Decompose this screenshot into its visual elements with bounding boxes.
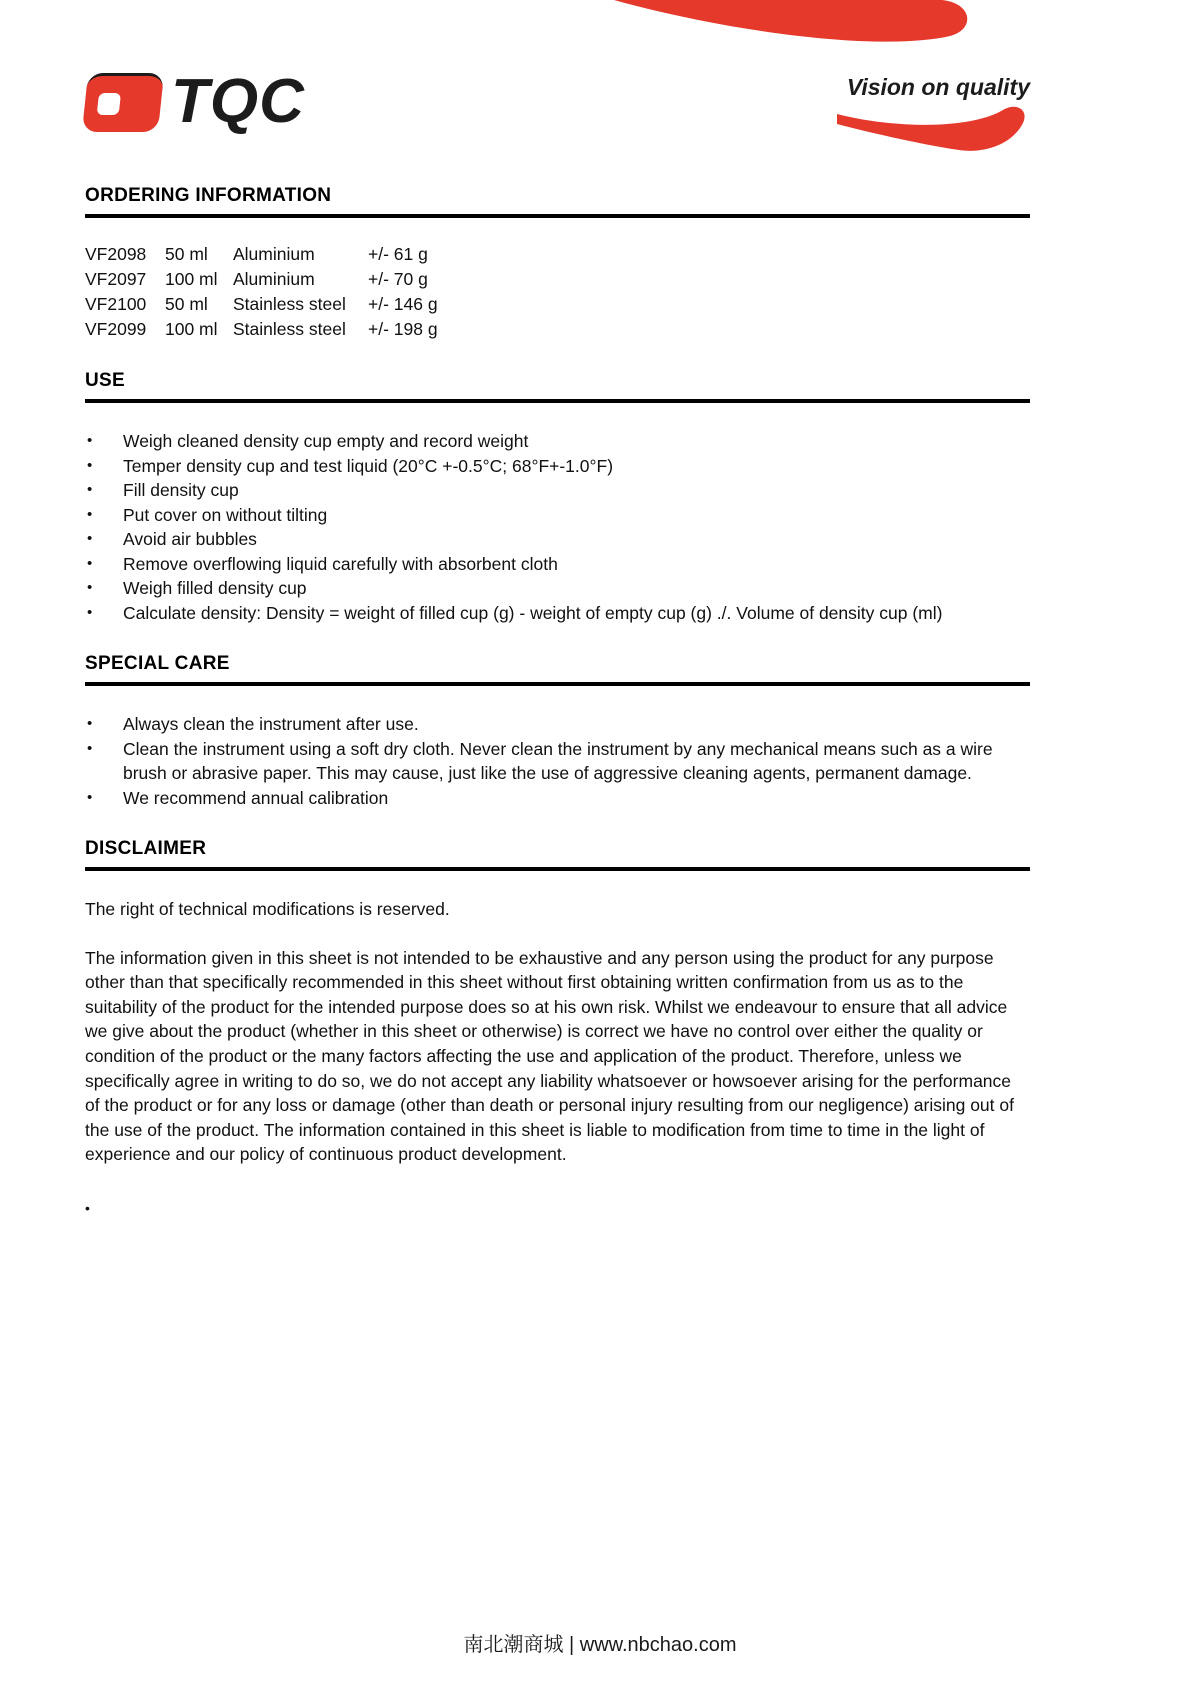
tagline-swoosh-decoration (835, 100, 1035, 160)
table-row (85, 317, 1030, 342)
stray-bullet: • (85, 1199, 90, 1216)
list-item: • Weigh cleaned density cup empty and record weight (85, 429, 1030, 454)
order-weight: +/- 61 g (368, 244, 428, 264)
section-special-care (85, 653, 1030, 810)
disclaimer-paragraph: The information given in this sheet is not intended to be exhaustive and any person using the product for any purpose other than that specifically recommended in this sheet without first obtaining written confirmation from us as to the suitability of the product for the intended purpose does so at his own risk. Whilst we endeavour to ensure that all advice we give about the product (whether in this sheet or otherwise) is correct we have no control over either the quality or condition of the product or the many factors affecting the use and application of the product. Therefore, unless we specifically agree in writing to do so, we do not accept any liability whatsoever or howsoever arising for the performance of the product or for any loss or damage (other than death or personal injury resulting from our negligence) arising out of the use of the product. The information contained in this sheet is liable to modification from time to time in the light of experience and our policy of continuous product development. (85, 947, 1014, 1165)
section-title-disclaimer: DISCLAIMER (85, 838, 207, 859)
disclaimer-paragraph: The right of technical modifications is reserved. (85, 899, 450, 919)
special-care-bullet-list (85, 712, 1030, 810)
table-row (85, 267, 1030, 292)
section-title-use: USE (85, 370, 125, 391)
section-title-special-care: SPECIAL CARE (85, 653, 230, 674)
tqc-logo-icon-square (97, 93, 121, 115)
order-code: VF2100 (85, 294, 147, 314)
table-row (85, 242, 1030, 267)
order-material: Stainless steel (233, 294, 346, 314)
list-item: • Always clean the instrument after use. (85, 712, 1030, 737)
section-rule (85, 867, 1030, 871)
list-item: • Put cover on without tilting (85, 503, 1030, 528)
list-item: • Clean the instrument using a soft dry cloth. Never clean the instrument by any mechanical means such as a wire brush or abrasive paper. This may cause, just like the use of aggressive cleaning agents, permanent damage. (85, 737, 1030, 786)
order-weight: +/- 198 g (368, 319, 438, 339)
section-rule (85, 682, 1030, 686)
use-bullet-list (85, 429, 1030, 625)
document-content (85, 185, 1030, 1215)
tqc-logo-icon (82, 73, 164, 132)
order-code: VF2098 (85, 244, 147, 264)
list-item: • We recommend annual calibration (85, 786, 1030, 811)
order-weight: +/- 146 g (368, 294, 438, 314)
tagline-text: Vision on quality (846, 74, 1030, 100)
tagline-block (830, 74, 1030, 101)
order-material: Stainless steel (233, 319, 346, 339)
section-disclaimer (85, 838, 1030, 1215)
ordering-table (85, 242, 1030, 342)
list-item: • Fill density cup (85, 478, 1030, 503)
list-item: • Remove overflowing liquid carefully with absorbent cloth (85, 552, 1030, 577)
list-item: • Calculate density: Density = weight of filled cup (g) - weight of empty cup (g) ./. Volume of density cup (ml) (85, 601, 1030, 626)
top-corner-swoosh-decoration (600, 0, 1200, 60)
list-item: • Temper density cup and test liquid (20°C +-0.5°C; 68°F+-1.0°F) (85, 454, 1030, 479)
section-rule (85, 399, 1030, 403)
list-item: • Weigh filled density cup (85, 576, 1030, 601)
order-weight: +/- 70 g (368, 269, 428, 289)
order-material: Aluminium (233, 244, 315, 264)
order-volume: 100 ml (165, 319, 218, 339)
order-code: VF2099 (85, 319, 147, 339)
tqc-logo-text: TQC (171, 67, 305, 136)
order-volume: 100 ml (165, 269, 218, 289)
order-material: Aluminium (233, 269, 315, 289)
order-volume: 50 ml (165, 294, 208, 314)
order-volume: 50 ml (165, 244, 208, 264)
tqc-logo (85, 67, 305, 136)
list-item: • Avoid air bubbles (85, 527, 1030, 552)
section-rule (85, 214, 1030, 218)
section-title-ordering: ORDERING INFORMATION (85, 185, 332, 206)
section-ordering-information (85, 185, 1030, 342)
section-use (85, 370, 1030, 625)
order-code: VF2097 (85, 269, 147, 289)
footer-site-banner: 南北潮商城 | www.nbchao.com (463, 1634, 737, 1656)
table-row (85, 292, 1030, 317)
